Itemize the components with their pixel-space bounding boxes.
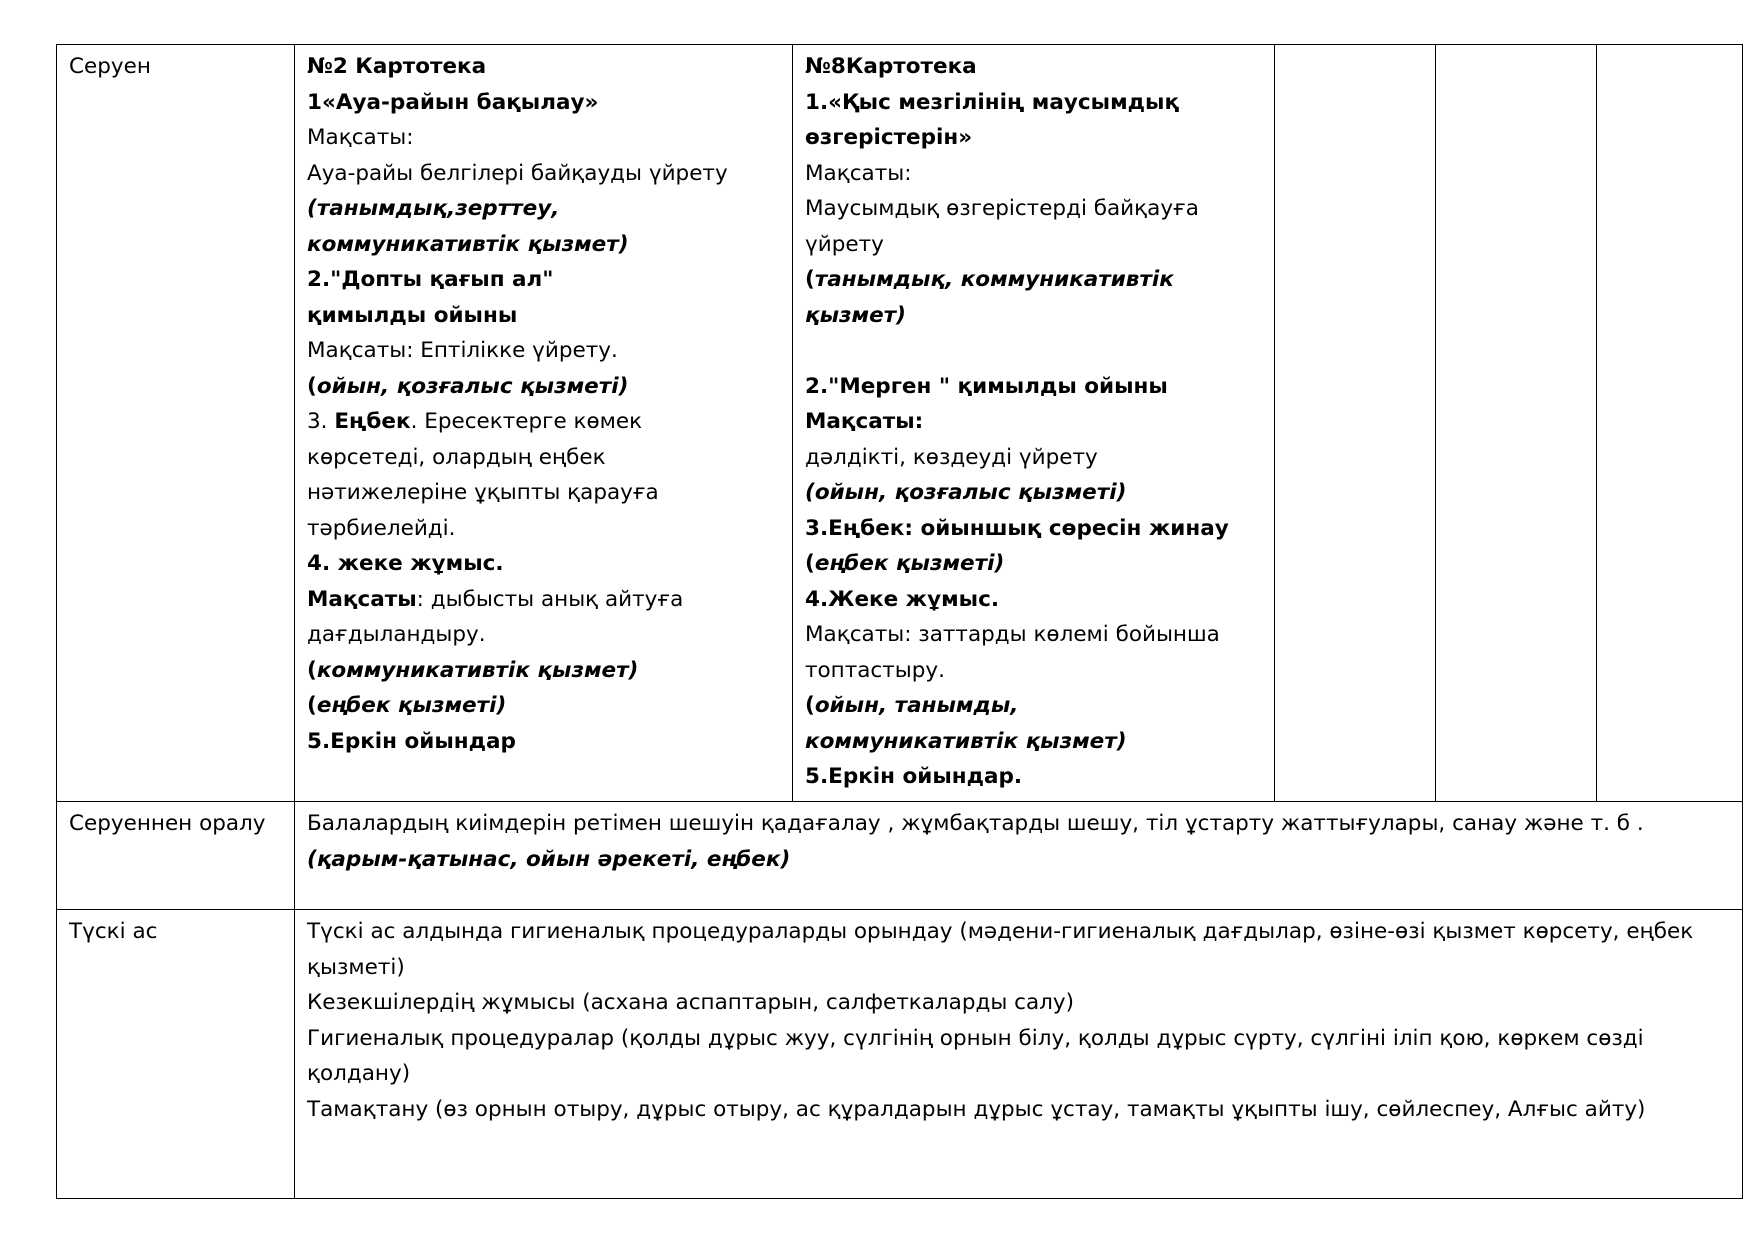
individual-goal: Мақсаты: дыбысты анық айтуға	[307, 586, 684, 612]
game-goal-label: Мақсаты:	[805, 409, 924, 434]
lunch-paragraph: Кезекшілердің жұмысы (асхана аспаптарын, салфеткаларды салу)	[307, 990, 1074, 1015]
game-goal: дәлдікті, көздеуді үйрету	[805, 444, 1098, 470]
labor-line: 3. Еңбек. Ересектерге көмек	[307, 409, 643, 434]
activity-type: қызмет)	[805, 302, 906, 328]
free-play: 5.Еркін ойындар	[307, 728, 516, 754]
empty-cell	[1436, 45, 1597, 802]
labor-title: 3.Еңбек: ойыншық сөресін жинау	[805, 515, 1229, 541]
goal-text: Маусымдық өзгерістерді байқауға	[805, 196, 1199, 221]
daily-plan-table	[56, 44, 1743, 1199]
activity-type: (ойын, танымды,	[805, 693, 1019, 718]
walk-plan-cell-2	[793, 45, 1275, 802]
lunch-text-cell	[295, 910, 1743, 1199]
activity-type: коммуникативтік қызмет)	[307, 231, 629, 257]
labor-line: тәрбиелейді.	[307, 515, 456, 541]
lunch-paragraph: Түскі ас алдында гигиеналық процедураларды орындау (мәдени-гигиеналық дағдылар, өзіне-өзі қызмет көрсету, еңбек қызметі)	[307, 919, 1694, 980]
empty-cell	[1275, 45, 1436, 802]
activity-title: 1.«Қыс мезгілінің маусымдық	[805, 89, 1180, 115]
walk-plan-cell-1	[295, 45, 793, 802]
lunch-row	[57, 910, 1743, 1199]
individual-work-title: 4.Жеке жұмыс.	[805, 586, 1000, 612]
card-number: №8Картотека	[805, 54, 977, 79]
game-title: қимылды ойыны	[307, 302, 518, 328]
activity-type: коммуникативтік қызмет)	[805, 728, 1127, 754]
free-play: 5.Еркін ойындар.	[805, 764, 1023, 789]
individual-work-title: 4. жеке жұмыс.	[307, 551, 504, 576]
activity-type: (танымдық,зерттеу,	[307, 196, 560, 221]
lunch-paragraph: Гигиеналық процедуралар (қолды дұрыс жуу, сүлгінің орнын білу, қолды дұрыс сүрту, сүлгіні іліп қою, көркем сөзді қолдану)	[307, 1025, 1644, 1086]
return-text: Балалардың киімдерін ретімен шешуін қадағалау , жұмбақтарды шешу, тіл ұстарту жаттығулары, санау және т. б . (қарым-қатынас, ойын әрекеті, еңбек)	[307, 811, 1644, 872]
blank-line	[805, 333, 1264, 369]
individual-goal: дағдыландыру.	[307, 622, 486, 647]
goal-label: Мақсаты:	[307, 125, 414, 150]
game-goal: Мақсаты: Ептілікке үйрету.	[307, 338, 618, 363]
game-title: 2."Допты қағып ал"	[307, 267, 554, 292]
return-row	[57, 802, 1743, 910]
activity-title: өзгерістерін»	[805, 125, 973, 150]
card-number: №2 Картотека	[307, 54, 487, 79]
individual-goal: Мақсаты: заттарды көлемі бойынша	[805, 622, 1220, 647]
activity-type: (коммуникативтік қызмет)	[307, 657, 639, 683]
return-text-cell	[295, 802, 1743, 910]
labor-line: көрсетеді, олардың еңбек	[307, 444, 606, 470]
goal-text: үйрету	[805, 231, 884, 257]
goal-label: Мақсаты:	[805, 160, 912, 186]
individual-goal: топтастыру.	[805, 657, 945, 683]
goal-text: Ауа-райы белгілері байқауды үйрету	[307, 160, 728, 186]
empty-cell	[1597, 45, 1743, 802]
activity-type: (еңбек қызметі)	[307, 693, 507, 718]
lunch-label: Түскі ас	[57, 910, 295, 1199]
activity-type: (танымдық, коммуникативтік	[805, 267, 1174, 292]
activity-type: (ойын, қозғалыс қызметі)	[307, 373, 629, 399]
walk-label: Серуен	[57, 45, 295, 802]
game-title: 2."Мерген " қимылды ойыны	[805, 373, 1168, 399]
activity-type: (еңбек қызметі)	[805, 551, 1005, 576]
walk-row	[57, 45, 1743, 802]
activity-type: (ойын, қозғалыс қызметі)	[805, 480, 1127, 505]
labor-line: нәтижелеріне ұқыпты қарауға	[307, 480, 659, 505]
return-label: Серуеннен оралу	[57, 802, 295, 910]
activity-title: 1«Ауа-райын бақылау»	[307, 89, 599, 115]
lunch-paragraph: Тамақтану (өз орнын отыру, дұрыс отыру, ас құралдарын дұрыс ұстау, тамақты ұқыпты ішу, сөйлеспеу, Алғыс айту)	[307, 1096, 1646, 1122]
